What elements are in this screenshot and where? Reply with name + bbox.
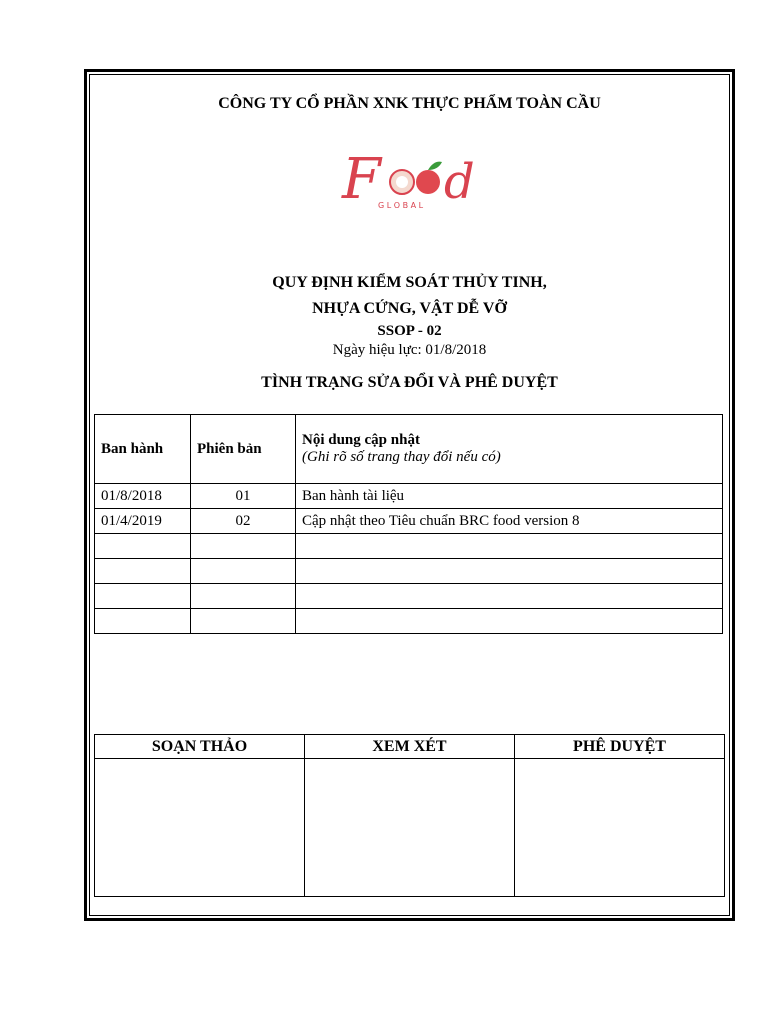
table-row [95,609,723,634]
revision-header-row [95,415,723,484]
row-content: Cập nhật theo Tiêu chuẩn BRC food version 8 [296,509,723,534]
row-version: 01 [191,484,296,509]
header-content [296,415,723,484]
document-title-block [89,270,730,360]
signature-row [95,759,725,897]
table-row [95,484,723,509]
header-version: Phiên bản [191,415,296,484]
row-version [191,609,296,634]
table-row [95,509,723,534]
company-name: CÔNG TY CỔ PHẦN XNK THỰC PHẨM TOÀN CẦU [218,95,601,112]
effective-date: Ngày hiệu lực: 01/8/2018 [332,342,487,358]
row-issued [95,584,191,609]
lychee-flesh-icon [396,176,408,188]
table-row [95,584,723,609]
row-version: 02 [191,509,296,534]
row-content [296,584,723,609]
reviewed-signature-cell [305,759,515,897]
logo-tagline: G L O B A L [378,201,424,210]
document-title-line2: NHỰA CỨNG, VẬT DỄ VỠ [312,300,507,317]
row-issued: 01/4/2019 [95,509,191,534]
header-drafted: SOẠN THẢO [95,735,305,759]
table-row [95,534,723,559]
header-reviewed: XEM XÉT [305,735,515,759]
row-issued [95,534,191,559]
row-issued [95,559,191,584]
header-content-label: Nội dung cập nhật [302,432,420,448]
revision-section-title: TÌNH TRẠNG SỬA ĐỔI VÀ PHÊ DUYỆT [261,374,558,391]
peach-icon [416,170,440,194]
row-content [296,559,723,584]
header-approved: PHÊ DUYỆT [515,735,725,759]
logo-letter-d: d [444,154,475,210]
signature-table [94,734,725,897]
row-content [296,534,723,559]
row-content [296,609,723,634]
row-version [191,534,296,559]
row-content: Ban hành tài liệu [296,484,723,509]
header-content-note: (Ghi rõ số trang thay đổi nếu có) [302,449,501,465]
drafted-signature-cell [95,759,305,897]
revision-table [94,414,723,634]
row-version [191,584,296,609]
logo-letter-f: F [342,147,381,212]
document-code: SSOP - 02 [377,323,442,339]
row-issued [95,609,191,634]
row-issued: 01/8/2018 [95,484,191,509]
leaf-icon [428,162,442,170]
header-issued: Ban hành [95,415,191,484]
table-row [95,559,723,584]
row-version [191,559,296,584]
signature-header-row [95,735,725,759]
approved-signature-cell [515,759,725,897]
food-global-logo [340,140,480,212]
document-title-line1: QUY ĐỊNH KIỂM SOÁT THỦY TINH, [272,274,547,291]
